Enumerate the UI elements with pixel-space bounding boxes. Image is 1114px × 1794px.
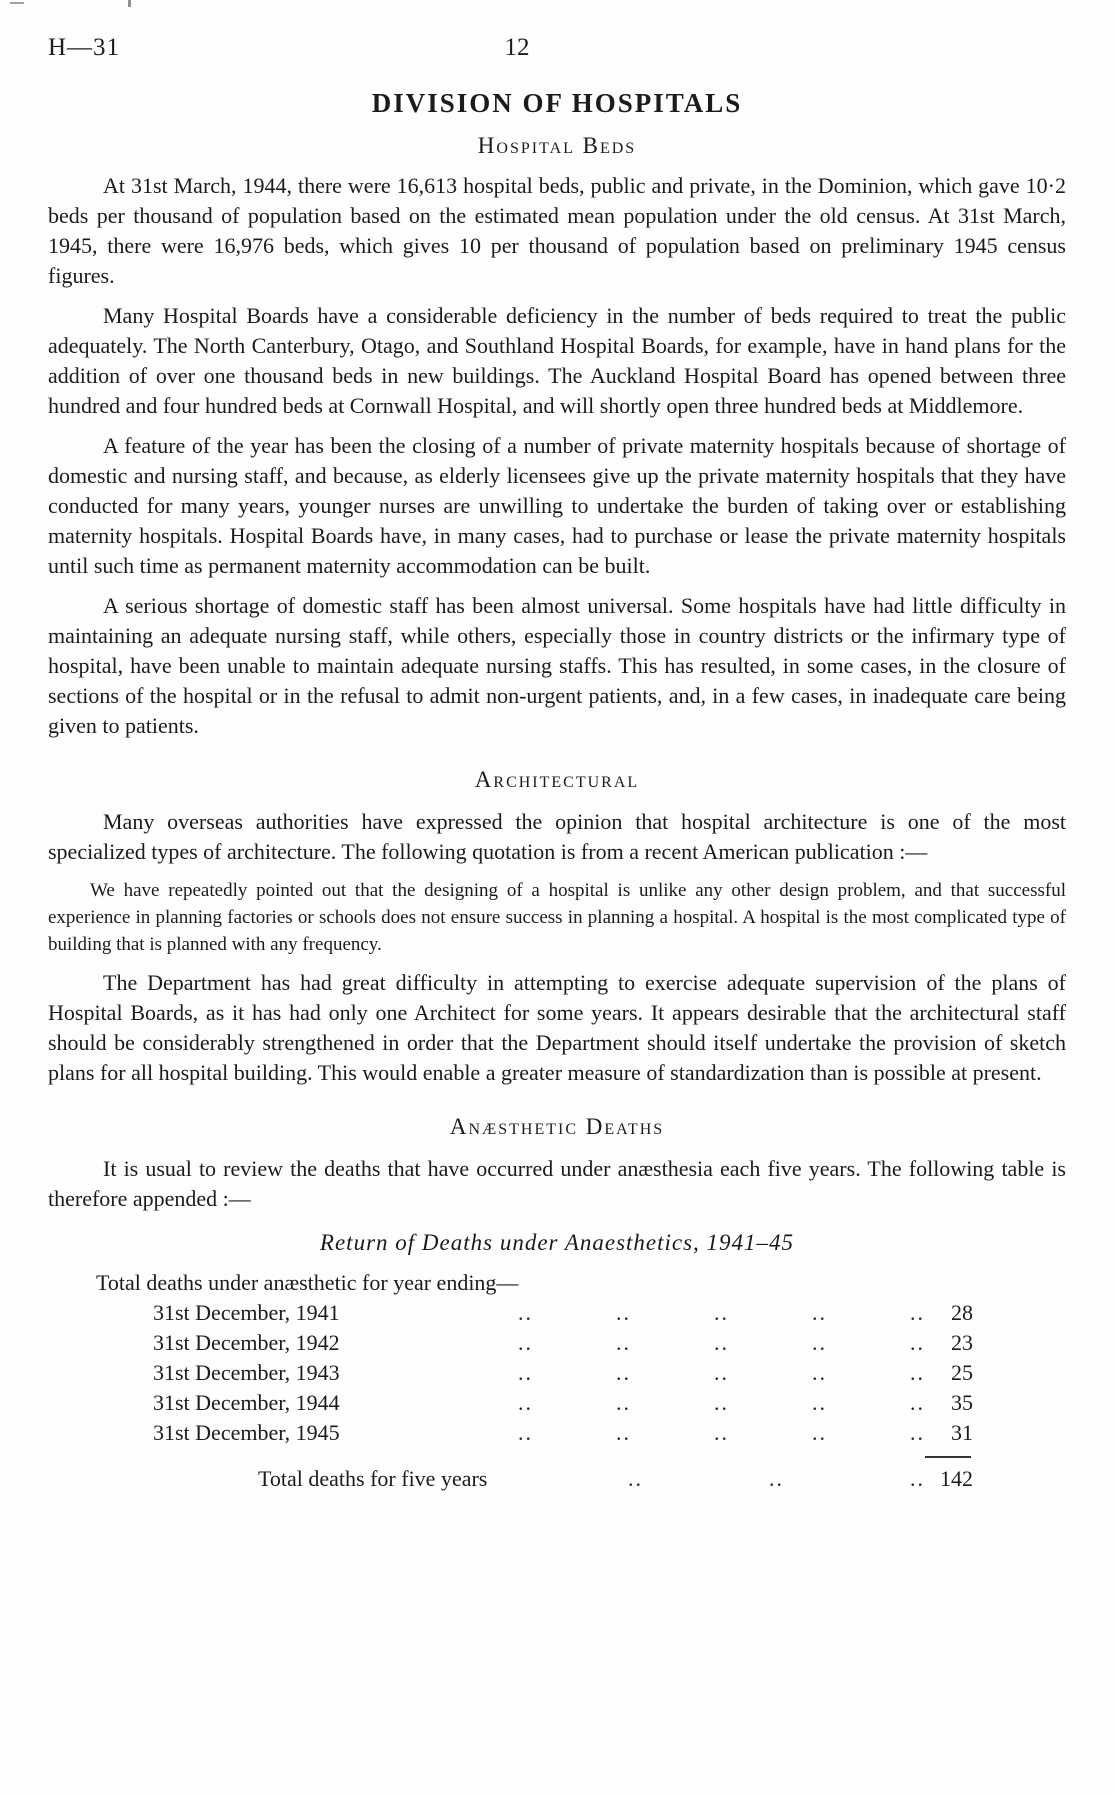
- section-heading-hospital-beds: Hospital Beds: [477, 133, 637, 158]
- dot-leader: .. .. .. .. ..: [518, 1300, 925, 1325]
- section-heading-anaesthetic-deaths: Anæsthetic Deaths: [449, 1114, 665, 1139]
- dot-leader: .. .. .. .. ..: [518, 1330, 925, 1355]
- table-row-value: 23: [951, 1330, 973, 1355]
- table-row-value: 31: [951, 1420, 973, 1445]
- table-caption: Total deaths under anæsthetic for year ending—: [96, 1270, 519, 1295]
- table-row: [48, 1418, 973, 1448]
- table-row-label: 31st December, 1943: [153, 1360, 340, 1385]
- scan-artifact: [128, 0, 131, 7]
- paragraph-architectural-closing: The Department has had great difficulty in attempting to exercise adequate supervision of the plans of Hospital Boards, as it has had only one Architect for some years. It appears desirable that the architectural staff should be considerably strengthened in order that the Department should itself undertake the provision of sketch plans for all hospital building. This would enable a greater measure of standardization than is possible at present.: [48, 970, 1066, 1085]
- table-row-label: 31st December, 1941: [153, 1300, 340, 1325]
- scan-artifact: [10, 2, 24, 4]
- table-title: Return of Deaths under Anaesthetics, 1941–45: [319, 1230, 795, 1255]
- table-row-value: 35: [951, 1390, 973, 1415]
- table-total-row: [48, 1464, 973, 1494]
- report-code: H—31: [48, 34, 121, 61]
- section-heading-architectural: Architectural: [474, 767, 640, 792]
- paragraph-beds-counts: At 31st March, 1944, there were 16,613 hospital beds, public and private, in the Dominion, which gave 10·2 beds per thousand of population based on the estimated mean population under the old census. At 31st March, 1945, there were 16,976 beds, which gives 10 per thousand of population based on preliminary 1945 census figures.: [48, 173, 1066, 288]
- page-header: [48, 34, 1066, 64]
- table-row: [48, 1298, 973, 1328]
- table-row-value: 28: [951, 1300, 973, 1325]
- page-number: 12: [504, 34, 530, 61]
- paragraph-maternity-hospitals: A feature of the year has been the closing of a number of private maternity hospitals because of shortage of domestic and nursing staff, and because, as elderly licensees give up the private maternity hospitals that they have conducted for many years, younger nurses are unwilling to undertake the burden of taking over or establishing maternity hospitals. Hospital Boards have, in many cases, had to purchase or lease the private maternity hospitals until such time as permanent maternity accommodation can be built.: [48, 433, 1066, 578]
- table-row-label: 31st December, 1942: [153, 1330, 340, 1355]
- table-row-label: 31st December, 1945: [153, 1420, 340, 1445]
- table-row: [48, 1328, 973, 1358]
- anaesthetic-deaths-table: [48, 1268, 973, 1494]
- table-row: [48, 1388, 973, 1418]
- table-row-value: 25: [951, 1360, 973, 1385]
- sum-rule: [925, 1456, 971, 1458]
- dot-leader: .. .. .. .. ..: [518, 1420, 925, 1445]
- table-sum-rule-row: [48, 1448, 973, 1460]
- table-row-label: 31st December, 1944: [153, 1390, 340, 1415]
- table-total-label: Total deaths for five years: [258, 1466, 488, 1491]
- paragraph-anaesthetic-intro: It is usual to review the deaths that have occurred under anæsthesia each five years. The following table is therefore appended :—: [48, 1156, 1066, 1211]
- table-total-value: 142: [940, 1466, 973, 1491]
- table-row: [48, 1358, 973, 1388]
- page-title: DIVISION OF HOSPITALS: [371, 88, 743, 118]
- paragraph-architectural-intro: Many overseas authorities have expressed the opinion that hospital architecture is one of the most specialized types of architecture. The following quotation is from a recent American publication :—: [48, 809, 1066, 864]
- quotation-block: We have repeatedly pointed out that the designing of a hospital is unlike any other design problem, and that successful experience in planning factories or schools does not ensure success in planning a hospital. A hospital is the most complicated type of building that is planned with any frequency.: [48, 880, 1066, 955]
- dot-leader: .. .. .. .. ..: [518, 1360, 925, 1385]
- dot-leader: .. .. ..: [628, 1466, 925, 1491]
- paragraph-staff-shortage: A serious shortage of domestic staff has been almost universal. Some hospitals have had little difficulty in maintaining an adequate nursing staff, while others, especially those in country districts or the infirmary type of hospital, have been unable to maintain adequate nursing staffs. This has resulted, in some cases, in the closure of sections of the hospital or in the refusal to admit non-urgent patients, and, in a few cases, in inadequate care being given to patients.: [48, 593, 1066, 738]
- paragraph-beds-deficiency: Many Hospital Boards have a considerable deficiency in the number of beds required to treat the public adequately. The North Canterbury, Otago, and Southland Hospital Boards, for example, have in hand plans for the addition of over one thousand beds in new buildings. The Auckland Hospital Board has opened between three hundred and four hundred beds at Cornwall Hospital, and will shortly open three hundred beds at Middlemore.: [48, 303, 1066, 418]
- dot-leader: .. .. .. .. ..: [518, 1390, 925, 1415]
